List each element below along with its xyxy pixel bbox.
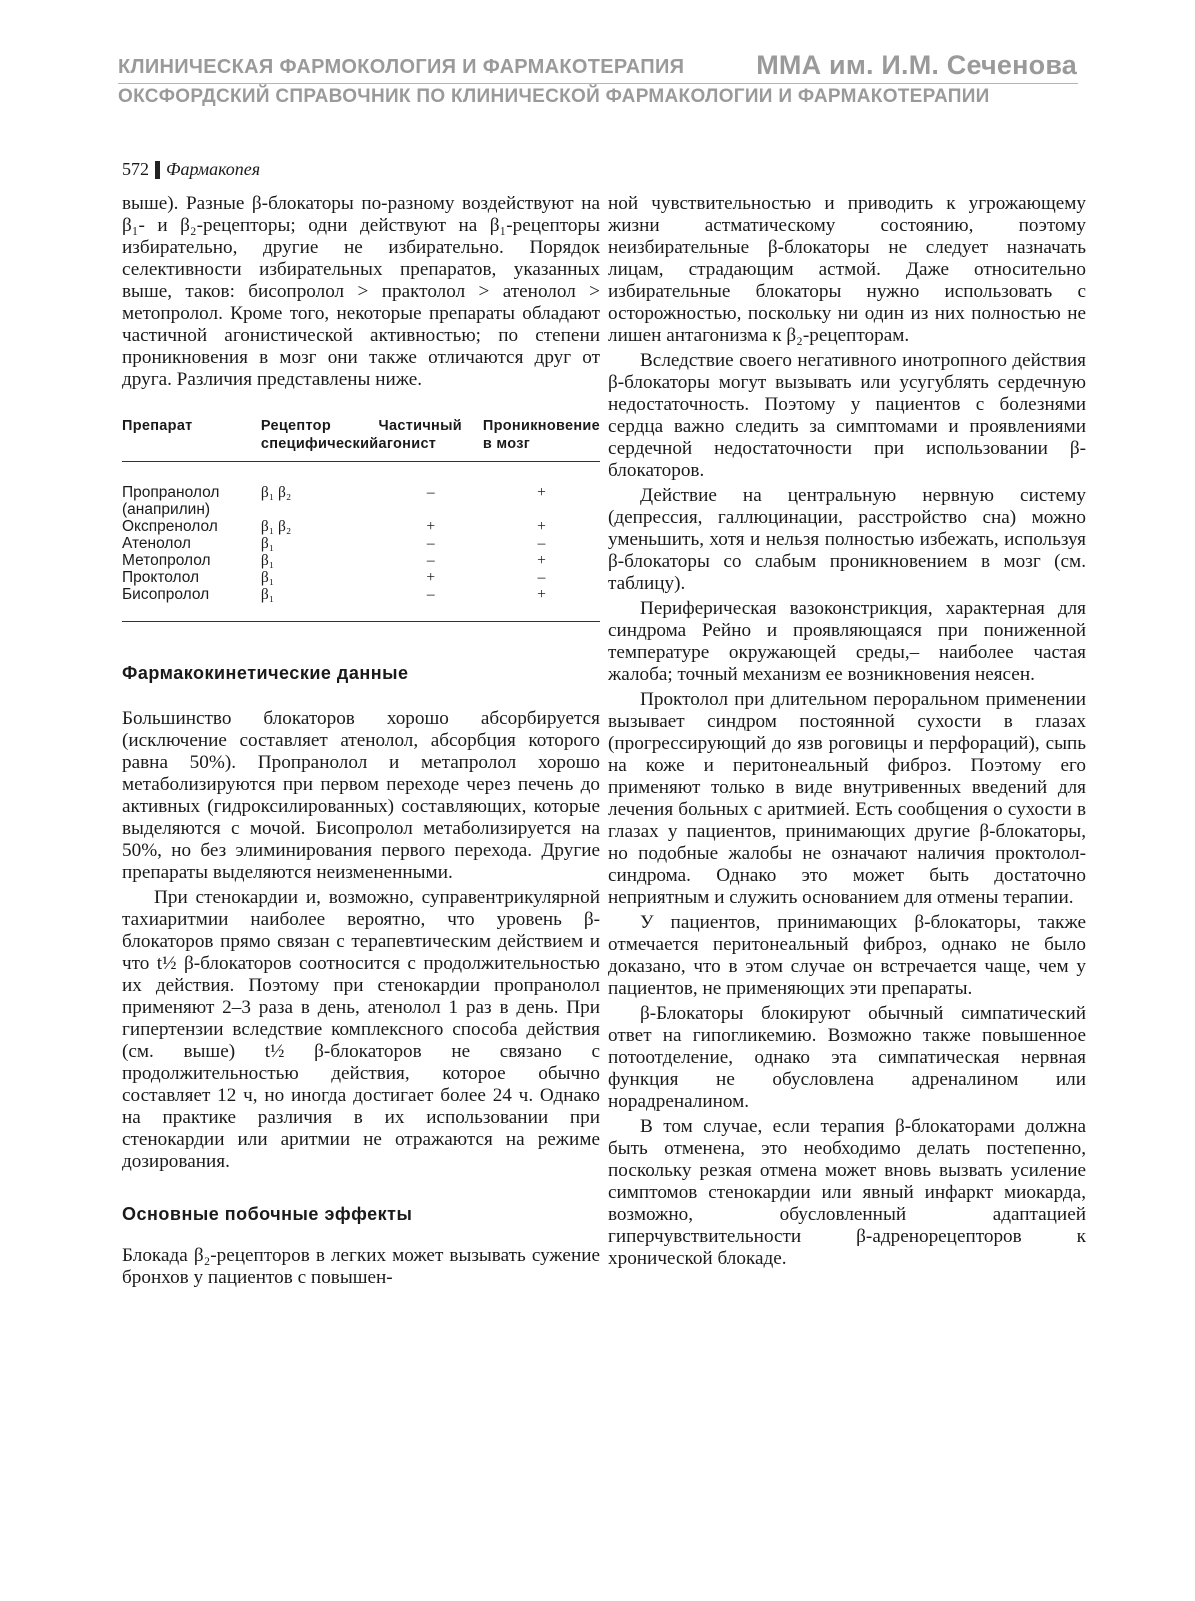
header-rule xyxy=(118,83,1078,84)
agonist-cell: + xyxy=(426,569,436,586)
pk-paragraph-1: Большинство блокаторов хорошо абсорбируется (исключение составляет атенолол, абсорбция которого равна 50%). Пропранолол и метапролол хорошо метаболизируются при первом переходе через печень до активных (гидроксилированных) составляющих, которые выделяются с мочой. Бисопролол метаболизируется на 50%, но без элиминирования первого перехода. Другие препараты выделяются неизмененными. xyxy=(122,708,600,883)
brain-cell: + xyxy=(537,484,546,501)
drug-comparison-table xyxy=(122,417,600,622)
drug-name: Пропранолол (анаприлин) xyxy=(122,484,220,518)
pharmacokinetics-heading: Фармакокинетические данные xyxy=(122,663,409,683)
table-row xyxy=(122,586,600,622)
intro-paragraph: выше). Разные β-блокаторы по-разному воздействуют на β₁- и β₂-рецепторы; одни действуют на β₁-рецепторы избирательно, другие не избирательно. Порядок селективности избирательных препаратов, указанных выше, таков: бисопролол > практолол > атенолол > метопролол. Кроме того, некоторые препараты обладают частичной агонистической активностью; по степени проникновения в мозг они также отличаются друг от друга. Различия представлены ниже. xyxy=(122,193,600,390)
brain-cell: + xyxy=(537,552,546,569)
table-header-row xyxy=(122,417,600,462)
running-head xyxy=(122,159,260,180)
drug-name: Атенолол xyxy=(122,535,191,552)
pk-paragraph-2: При стенокардии и, возможно, суправентрикулярной тахиаритмии наиболее вероятно, что уровень β-блокаторов прямо связан с терапевтическим действием и что t½ β-блокаторов соотносится с продолжительностью их действия. Поэтому при стенокардии пропранолол применяют 2–3 раза в день, атенолол 1 раз в день. При гипертензии вследствие комплексного способа действия (см. выше) t½ β-блокаторов не связано с продолжительностью действия, которое обычно составляет 12 ч, но иногда достигает более 24 ч. Однако на практике различия в их использовании при стенокардии или аритмии не отражаются на режиме дозирования. xyxy=(122,887,600,1172)
brain-cell: – xyxy=(537,569,546,586)
header-subtitle: ОКСФОРДСКИЙ СПРАВОЧНИК ПО КЛИНИЧЕСКОЙ ФАРМАКОЛОГИИ И ФАРМАКОТЕРАПИИ xyxy=(118,86,990,107)
table-row xyxy=(122,518,600,535)
receptor-cell: β₁ β₂ xyxy=(260,518,292,535)
left-column xyxy=(122,193,600,1289)
header-left-title: КЛИНИЧЕСКАЯ ФАРМОКОЛОГИЯ И ФАРМАКОТЕРАПИЯ xyxy=(118,56,685,78)
table-row xyxy=(122,462,600,519)
agonist-cell: – xyxy=(426,535,435,552)
table-row xyxy=(122,569,600,586)
table-header-cell: Проникновение в мозг xyxy=(482,418,600,452)
section-name: Фармакопея xyxy=(166,159,261,179)
table-header-cell: Рецептор специфический xyxy=(260,418,379,452)
drug-name: Проктолол xyxy=(122,569,200,586)
page-number: 572 xyxy=(122,159,149,179)
receptor-cell: β₁ xyxy=(260,552,275,569)
drug-name: Окспренолол xyxy=(122,518,218,535)
brain-cell: + xyxy=(537,518,546,535)
right-paragraph-1: ной чувствительностью и приводить к угрожающему жизни астматическому состоянию, поэтому неизбирательные β-блокаторы не следует назначать лицам, страдающим астмой. Даже относительно избирательные блокаторы нужно использовать с осторожностью, поскольку ни один из них полностью не лишен антагонизма к β₂-рецепторам. xyxy=(608,193,1086,346)
right-paragraph-8: В том случае, если терапия β-блокаторами должна быть отменена, это необходимо делать постепенно, поскольку резкая отмена может вновь вызвать усиление симптомов стенокардии или явный инфаркт миокарда, возможно, обусловленный адаптацией гиперчувствительности β-адренорецепторов к хронической блокаде. xyxy=(608,1116,1086,1269)
receptor-cell: β₁ xyxy=(260,586,275,603)
right-paragraph-6: У пациентов, принимающих β-блокаторы, также отмечается перитонеальный фиброз, однако не было доказано, что в этом случае он встречается чаще, чем у пациентов, не применяющих эти препараты. xyxy=(608,912,1086,999)
right-paragraph-3: Действие на центральную нервную систему (депрессия, галлюцинации, расстройство сна) можно уменьшить, хотя и нельзя полностью избежать, используя β-блокаторы со слабым проникновением в мозг (см. таблицу). xyxy=(608,485,1086,594)
brain-cell: + xyxy=(537,586,546,603)
header-right-title: ММА им. И.М. Сеченова xyxy=(756,50,1077,80)
brain-cell: – xyxy=(537,535,546,552)
agonist-cell: – xyxy=(426,552,435,569)
table-header-cell: Препарат xyxy=(122,418,193,434)
page-marker-bar xyxy=(155,161,160,179)
agonist-cell: – xyxy=(426,484,435,501)
table-header-cell: Частичный агонист xyxy=(378,418,463,452)
receptor-cell: β₁ xyxy=(260,569,275,586)
table-row xyxy=(122,535,600,552)
receptor-cell: β₁ β₂ xyxy=(260,484,292,501)
side-effects-heading: Основные побочные эффекты xyxy=(122,1204,413,1224)
side-effects-paragraph-1: Блокада β₂-рецепторов в легких может вызывать сужение бронхов у пациентов с повышен- xyxy=(122,1245,600,1288)
right-paragraph-7: β-Блокаторы блокируют обычный симпатический ответ на гипогликемию. Возможно также повышенное потоотделение, однако эта симпатическая нервная функция не обусловлена адреналином или норадреналином. xyxy=(608,1003,1086,1112)
page-header xyxy=(0,50,1195,86)
right-paragraph-2: Вследствие своего негативного инотропного действия β-блокаторы могут вызывать или усугублять сердечную недостаточность. Поэтому у пациентов с болезнями сердца важно следить за симптомами и проявлениями сердечной недостаточности при использовании β-блокаторов. xyxy=(608,350,1086,481)
drug-name: Бисопролол xyxy=(122,586,210,603)
agonist-cell: – xyxy=(426,586,435,603)
table-row xyxy=(122,552,600,569)
receptor-cell: β₁ xyxy=(260,535,275,552)
right-paragraph-5: Проктолол при длительном пероральном применении вызывает синдром постоянной сухости в глазах (прогрессирующий до язв роговицы и перфораций), сыпь на коже и перитонеальный фиброз. Поэтому его применяют только в виде внутривенных введений для лечения больных с аритмией. Есть сообщения о сухости в глазах у пациентов, принимающих другие β-блокаторы, но подобные жалобы не означают наличия проктолол-синдрома. Однако это может быть достаточно неприятным и служить основанием для отмены терапии. xyxy=(608,689,1086,908)
right-paragraph-4: Периферическая вазоконстрикция, характерная для синдрома Рейно и проявляющаяся при пониженной температуре окружающей среды,– наиболее частая жалоба; точный механизм ее возникновения неясен. xyxy=(608,598,1086,685)
agonist-cell: + xyxy=(426,518,436,535)
drug-name: Метопролол xyxy=(122,552,211,569)
right-column xyxy=(608,193,1086,1270)
